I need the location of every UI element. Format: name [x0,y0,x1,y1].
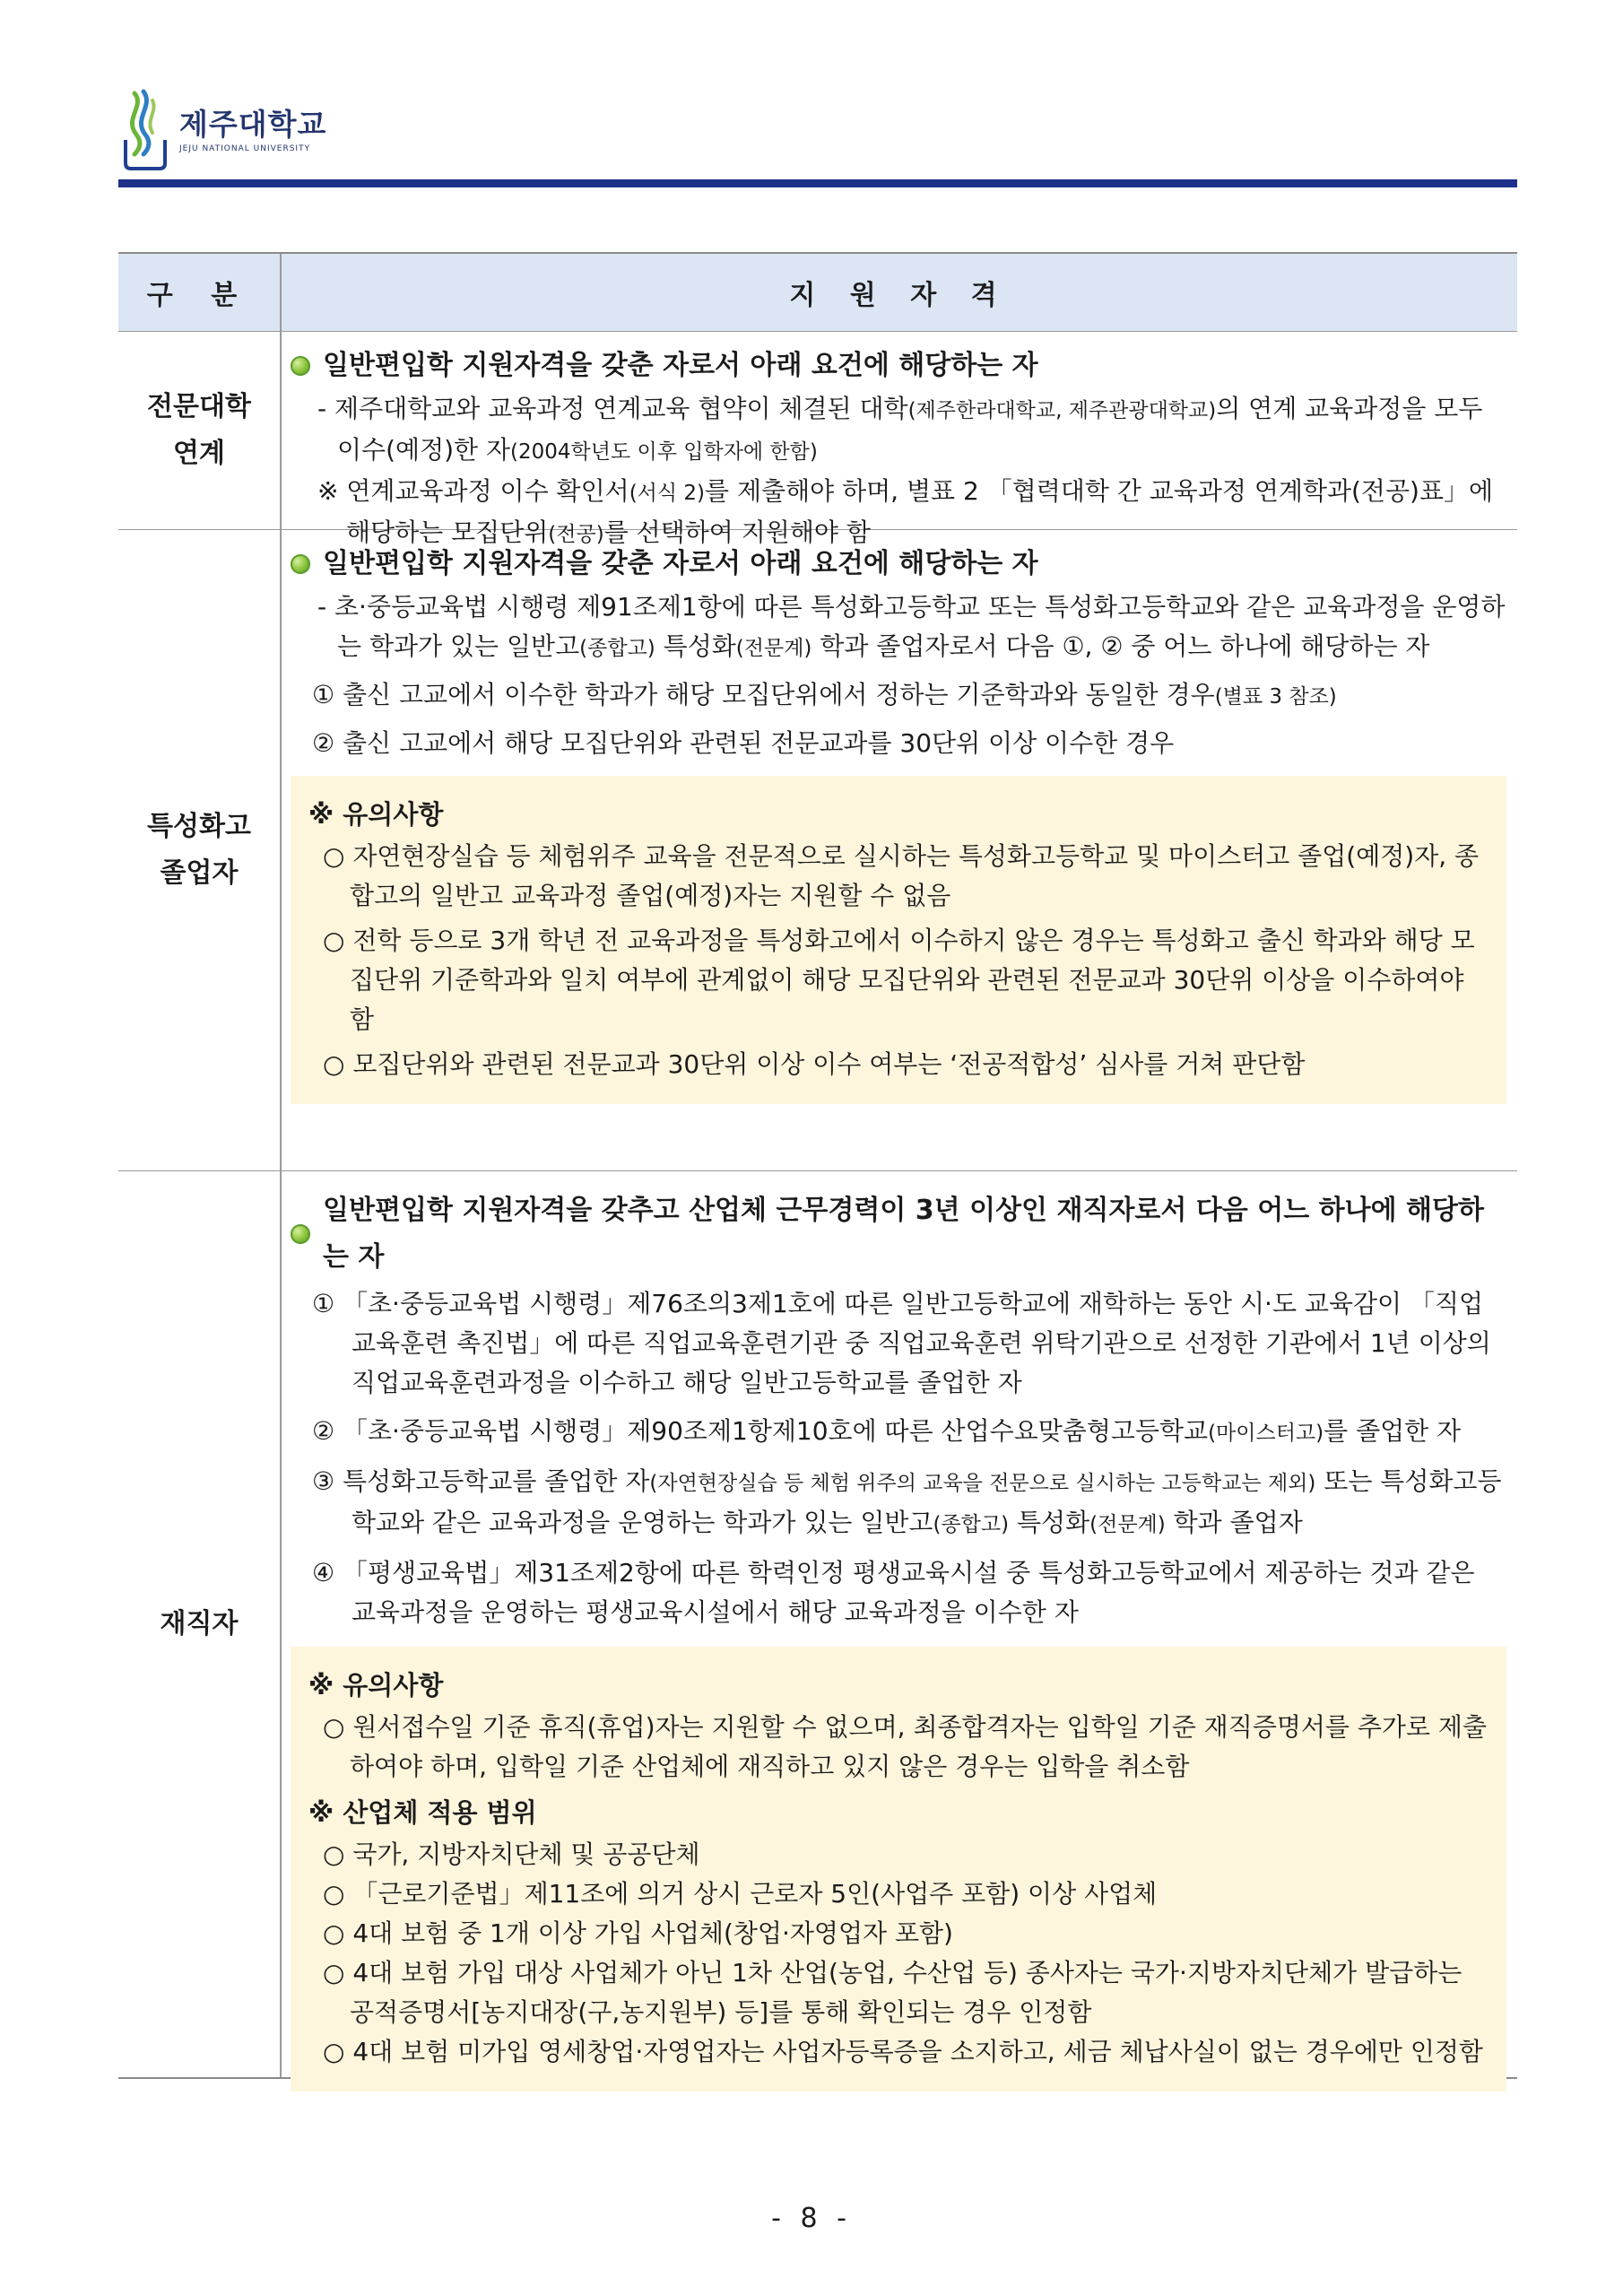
green-bullet-icon [291,554,310,574]
logo-text [179,108,326,154]
eligibility-table [118,252,1517,2079]
note-item: ※ 연계교육과정 이수 확인서(서식 2)를 제출해야 하며, 별표 2 「협력대학 간 교육과정 연계학과(전공)표」에 해당하는 모집단위(전공)를 선택하여 지원해야 함 [317,476,1494,547]
category-line: 재직자 [160,1608,239,1639]
notice-item: ○ 모집단위와 관련된 전문교과 30단위 이상 이수 여부는 ‘전공적합성’ 심사를 거쳐 판단함 [323,1049,1306,1079]
eligibility-cell [282,1171,1517,2077]
category-cell [118,530,282,1170]
notice-box [291,1647,1506,2092]
eligibility-cell [282,530,1517,1170]
heading-text: 일반편입학 지원자격을 갖춘 자로서 아래 요건에 해당하는 자 [323,548,1038,579]
condition-item: ① 출신 고교에서 이수한 학과가 해당 모집단위에서 정하는 기준학과와 동일한 경우(별표 3 참조) [312,680,1337,709]
notice-item: ○ 원서접수일 기준 휴직(휴업)자는 지원할 수 없으며, 최종합격자는 입학일 기준 재직증명서를 추가로 제출하여야 하며, 입학일 기준 산업체에 재직하고 있지 않은 경우는 입학을 취소함 [323,1712,1488,1781]
condition-item: ② 「초·중등교육법 시행령」제90조제1항제10호에 따른 산업수요맞춤형고등학교(마이스터고)를 졸업한 자 [312,1416,1462,1446]
category-cell [118,332,282,529]
col-category-header: 구 분 [118,254,282,331]
eligibility-cell [282,332,1517,547]
requirement-heading [282,343,1506,389]
category-line: 연계 [173,438,225,469]
condition-item: ③ 특성화고등학교를 졸업한 자(자연현장실습 등 체험 위주의 교육을 전문으로 실시하는 고등학교는 제외) 또는 특성화고등학교와 같은 교육과정을 운영하는 학과가 있는 일반고(종합고) 특성화(전문계) 학과 졸업자 [312,1466,1502,1537]
notice-item: ○ 4대 보험 중 1개 이상 가입 사업체(창업·자영업자 포함) [323,1918,953,1948]
table-row [118,530,1517,1171]
logo-english: JEJU NATIONAL UNIVERSITY [179,144,311,153]
requirement-heading [282,1187,1506,1281]
page-number: - 8 - [771,2203,852,2234]
condition-item: ② 출신 고교에서 해당 모집단위와 관련된 전문교과를 30단위 이상 이수한 경우 [312,728,1175,758]
category-line: 전문대학 [147,391,251,422]
condition-item: ④ 「평생교육법」제31조제2항에 따른 학력인정 평생교육시설 중 특성화고등학교에서 제공하는 것과 같은 교육과정을 운영하는 평생교육시설에서 해당 교육과정을 이수한 자 [312,1558,1475,1627]
notice-item: ○ 「근로기준법」제11조에 의거 상시 근로자 5인(사업주 포함) 이상 사업체 [323,1879,1158,1909]
notice-box [291,776,1506,1104]
heading-text: 일반편입학 지원자격을 갖추고 산업체 근무경력이 3년 이상인 재직자로서 다음 어느 하나에 해당하는 자 [323,1195,1484,1273]
heading-text: 일반편입학 지원자격을 갖춘 자로서 아래 요건에 해당하는 자 [323,350,1038,381]
notice-item: ○ 4대 보험 미가입 영세창업·자영업자는 사업자등록증을 소지하고, 세금 체납사실이 없는 경우에만 인정함 [323,2037,1483,2066]
category-line: 졸업자 [160,857,239,889]
condition-item: ① 「초·중등교육법 시행령」제76조의3제1호에 따른 일반고등학교에 재학하는 동안 시·도 교육감이 「직업교육훈련 촉진법」에 따른 직업교육훈련기관 중 직업교육훈련 위탁기관으로 선정한 기관에서 1년 이상의 직업교육훈련과정을 이수하고 해당 일반고등학교를 졸업한 자 [312,1289,1491,1397]
requirement-item: - 제주대학교와 교육과정 연계교육 협약이 체결된 대학(제주한라대학교, 제주관광대학교)의 연계 교육과정을 모두 이수(예정)한 자(2004학년도 이후 입학자에 한함) [317,394,1483,465]
logo-korean: 제주대학교 [179,107,327,142]
green-bullet-icon [291,1224,310,1244]
requirement-item: - 초·중등교육법 시행령 제91조제1항에 따른 특성화고등학교 또는 특성화고등학교와 같은 교육과정을 운영하는 학과가 있는 일반고(종합고) 특성화(전문계) 학과 졸업자로서 다음 ①, ② 중 어느 하나에 해당하는 자 [317,592,1506,661]
notice-title: ※ 유의사항 [308,799,444,830]
notice-item: ○ 전학 등으로 3개 학년 전 교육과정을 특성화고에서 이수하지 않은 경우는 특성화고 출신 학과와 해당 모집단위 기준학과와 일치 여부에 관계없이 해당 모집단위와 관련된 전문교과 30단위 이상을 이수하여야 함 [323,926,1475,1034]
notice-title: ※ 유의사항 [308,1670,444,1700]
page-header [118,88,1517,187]
header-rule [118,179,1517,187]
table-row [118,1171,1517,2077]
table-header [118,254,1517,332]
category-line: 특성화고 [147,811,251,842]
col-eligibility-header: 지 원 자 격 [789,280,1010,311]
table-row [118,332,1517,547]
notice-item: ○ 4대 보험 가입 대상 사업체가 아닌 1차 산업(농업, 수산업 등) 종사자는 국가·지방자치단체가 발급하는 공적증명서[농지대장(구,농지원부) 등]를 통해 확인되는 경우 인정함 [323,1958,1462,2027]
category-cell [118,1171,282,2077]
notice-title: ※ 산업체 적용 범위 [308,1797,537,1828]
notice-item: ○ 국가, 지방자치단체 및 공공단체 [323,1839,700,1869]
green-bullet-icon [291,356,310,376]
notice-item: ○ 자연현장실습 등 체험위주 교육을 전문적으로 실시하는 특성화고등학교 및 마이스터고 졸업(예정)자, 종합고의 일반고 교육과정 졸업(예정)자는 지원할 수 없음 [323,841,1480,910]
